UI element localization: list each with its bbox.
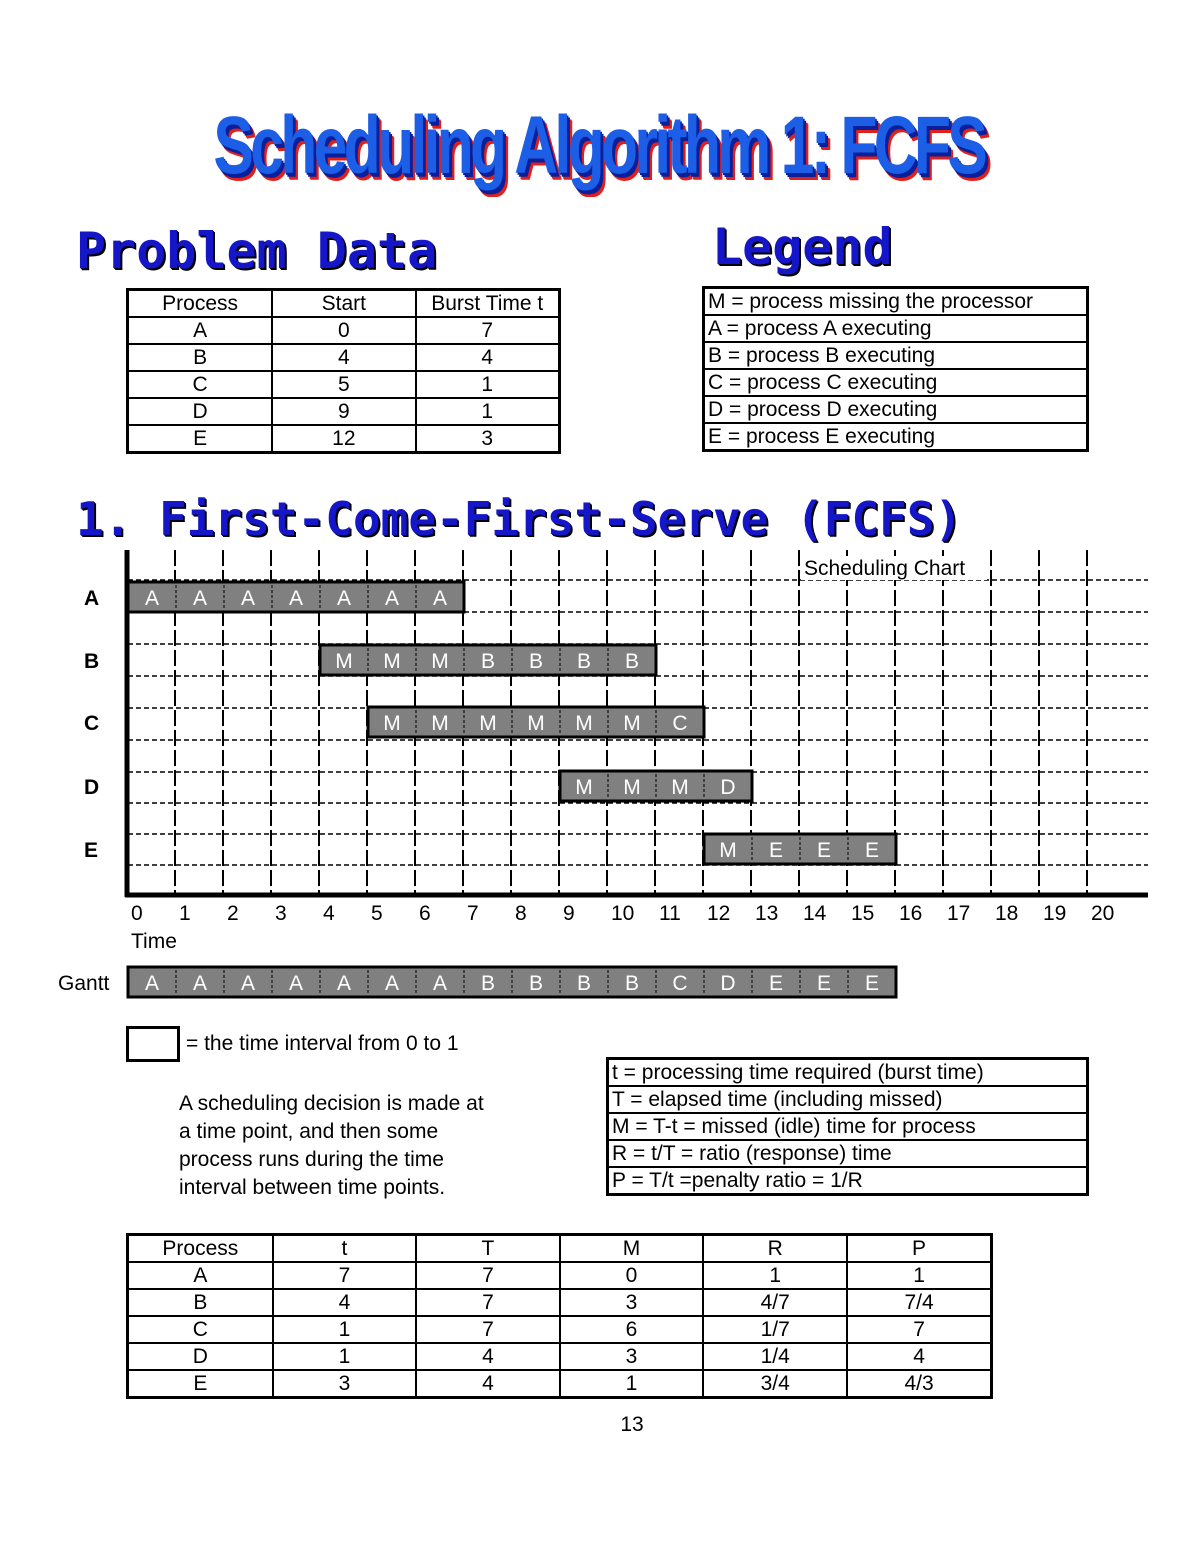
table-cell: 1 — [273, 1343, 416, 1370]
table-cell: 3 — [273, 1370, 416, 1398]
table-row — [128, 1316, 992, 1343]
tick-label: 15 — [851, 902, 875, 925]
legend-item: M = process missing the processor — [704, 288, 1088, 316]
decision-paragraph — [179, 1090, 484, 1202]
definition-item: T = elapsed time (including missed) — [608, 1086, 1088, 1113]
table-cell: 4 — [416, 344, 560, 371]
bar-cell-label: M — [527, 712, 545, 735]
table-cell: 0 — [272, 317, 415, 344]
paragraph-line: A scheduling decision is made at — [179, 1092, 484, 1115]
tick-label: 8 — [515, 902, 527, 925]
table-cell: 1 — [416, 398, 560, 425]
table-cell: 1/7 — [703, 1316, 847, 1343]
gantt-cell-label: C — [672, 972, 688, 995]
definition-row — [608, 1059, 1088, 1087]
table-cell: D — [128, 1343, 273, 1370]
bar-cell-label: M — [671, 776, 689, 799]
problem-data-table — [126, 288, 561, 454]
column-header: Start — [272, 290, 415, 318]
gantt-cell-label: A — [192, 972, 208, 995]
column-header: Burst Time t — [416, 290, 560, 318]
problem-data-heading: Problem Data — [76, 222, 438, 280]
bar-cell-label: B — [480, 650, 496, 673]
tick-label: 16 — [899, 902, 923, 925]
table-cell: 7/4 — [847, 1289, 991, 1316]
table-cell: 3 — [560, 1343, 704, 1370]
bar-cell-label: M — [479, 712, 497, 735]
definition-item: M = T-t = missed (idle) time for process — [608, 1113, 1088, 1140]
table-row — [128, 425, 560, 453]
table-cell: E — [128, 425, 273, 453]
legend-item: D = process D executing — [704, 396, 1088, 423]
tick-label: 17 — [947, 902, 971, 925]
tick-label: 0 — [131, 902, 143, 925]
table-cell: 7 — [416, 1262, 560, 1289]
results-table — [126, 1233, 993, 1399]
table-cell: 1 — [703, 1262, 847, 1289]
gantt-cell-label: E — [864, 972, 880, 995]
bar-cell-label: M — [719, 839, 737, 862]
bar-cell-label: A — [384, 587, 400, 610]
bar-cell-label: M — [575, 776, 593, 799]
legend-table — [702, 286, 1089, 452]
gantt-cell-label: D — [720, 972, 736, 995]
bar-cell-label: E — [864, 839, 880, 862]
column-header: R — [703, 1235, 847, 1263]
table-cell: 5 — [272, 371, 415, 398]
table-cell: 0 — [560, 1262, 704, 1289]
table-cell: 4/3 — [847, 1370, 991, 1398]
gantt-cell-label: B — [576, 972, 592, 995]
bar-cell-label: A — [192, 587, 208, 610]
table-row — [128, 344, 560, 371]
definition-row — [608, 1167, 1088, 1195]
table-cell: 9 — [272, 398, 415, 425]
definitions-table — [606, 1057, 1089, 1196]
fcfs-section-heading: 1. First-Come-First-Serve (FCFS) — [76, 492, 963, 546]
column-header: Process — [128, 1235, 273, 1263]
table-cell: 1 — [273, 1316, 416, 1343]
table-cell: 6 — [560, 1316, 704, 1343]
bar-cell-label: M — [335, 650, 353, 673]
table-cell: 4 — [272, 344, 415, 371]
legend-row — [704, 342, 1088, 369]
bar-cell-label: M — [623, 712, 641, 735]
legend-row — [704, 315, 1088, 342]
table-cell: B — [128, 1289, 273, 1316]
tick-label: 5 — [371, 902, 383, 925]
bar-cell-label: M — [383, 650, 401, 673]
tick-label: 7 — [467, 902, 479, 925]
gantt-cell-label: A — [288, 972, 304, 995]
gantt-cell-label: E — [816, 972, 832, 995]
table-row — [128, 1343, 992, 1370]
interval-note: = the time interval from 0 to 1 — [186, 1032, 459, 1055]
table-cell: 4 — [416, 1370, 560, 1398]
paragraph-line: interval between time points. — [179, 1176, 446, 1199]
tick-label: 9 — [563, 902, 575, 925]
column-header: Process — [128, 290, 273, 318]
bar-cell-label: B — [576, 650, 592, 673]
gantt-cell-label: A — [144, 972, 160, 995]
legend-row — [704, 396, 1088, 423]
legend-item: E = process E executing — [704, 423, 1088, 451]
legend-item: A = process A executing — [704, 315, 1088, 342]
table-cell: 4 — [273, 1289, 416, 1316]
tick-label: 12 — [707, 902, 731, 925]
table-cell: 3 — [560, 1289, 704, 1316]
tick-label: 18 — [995, 902, 1019, 925]
table-cell: A — [128, 1262, 273, 1289]
bar-cell-label: M — [383, 712, 401, 735]
row-label-b: B — [84, 650, 100, 673]
page-number: 13 — [620, 1413, 644, 1436]
gantt-cell-label: B — [528, 972, 544, 995]
gantt-cell-label: B — [480, 972, 496, 995]
scheduling-chart — [0, 540, 1200, 1010]
table-row — [128, 1289, 992, 1316]
tick-label: 20 — [1091, 902, 1115, 925]
legend-heading: Legend — [712, 218, 893, 276]
column-header: M — [560, 1235, 704, 1263]
legend-row — [704, 423, 1088, 451]
table-cell: A — [128, 317, 273, 344]
time-axis-label: Time — [131, 930, 177, 953]
tick-label: 4 — [323, 902, 335, 925]
table-cell: 7 — [847, 1316, 991, 1343]
tick-label: 1 — [179, 902, 191, 925]
gantt-cell-label: B — [624, 972, 640, 995]
row-label-a: A — [84, 587, 100, 610]
definition-row — [608, 1086, 1088, 1113]
table-cell: 4/7 — [703, 1289, 847, 1316]
tick-label: 3 — [275, 902, 287, 925]
definition-item: t = processing time required (burst time) — [608, 1059, 1088, 1087]
table-cell: C — [128, 371, 273, 398]
row-label-c: C — [84, 712, 100, 735]
table-cell: 12 — [272, 425, 415, 453]
table-row — [128, 398, 560, 425]
tick-label: 13 — [755, 902, 779, 925]
chart-label: Scheduling Chart — [804, 557, 966, 580]
table-cell: 4 — [416, 1343, 560, 1370]
bar-cell-label: M — [431, 712, 449, 735]
paragraph-line: a time point, and then some — [179, 1120, 439, 1143]
definition-item: R = t/T = ratio (response) time — [608, 1140, 1088, 1167]
table-cell: 4 — [847, 1343, 991, 1370]
table-row — [128, 371, 560, 398]
legend-item: B = process B executing — [704, 342, 1088, 369]
gantt-cell-label: E — [768, 972, 784, 995]
bar-cell-label: A — [288, 587, 304, 610]
tick-label: 2 — [227, 902, 239, 925]
bar-cell-label: E — [816, 839, 832, 862]
bar-cell-label: B — [624, 650, 640, 673]
table-cell: 1 — [416, 371, 560, 398]
tick-label: 19 — [1043, 902, 1067, 925]
table-cell: B — [128, 344, 273, 371]
interval-box-sample — [126, 1026, 180, 1062]
table-cell: 1/4 — [703, 1343, 847, 1370]
gantt-cell-label: A — [336, 972, 352, 995]
page-title: Scheduling Algorithm 1: FCFS — [213, 100, 985, 191]
tick-label: 10 — [611, 902, 635, 925]
table-cell: 3/4 — [703, 1370, 847, 1398]
tick-label: 11 — [659, 902, 681, 925]
bar-cell-label: M — [431, 650, 449, 673]
table-cell: 1 — [560, 1370, 704, 1398]
table-row — [128, 317, 560, 344]
tick-label: 6 — [419, 902, 431, 925]
table-cell: 7 — [416, 1316, 560, 1343]
table-row — [128, 1370, 992, 1398]
definition-row — [608, 1140, 1088, 1167]
gantt-cell-label: A — [432, 972, 448, 995]
table-cell: 1 — [847, 1262, 991, 1289]
tick-label: 14 — [803, 902, 827, 925]
gantt-cell-label: A — [384, 972, 400, 995]
definition-row — [608, 1113, 1088, 1140]
bar-cell-label: M — [623, 776, 641, 799]
legend-row — [704, 288, 1088, 316]
table-cell: 7 — [273, 1262, 416, 1289]
definition-item: P = T/t =penalty ratio = 1/R — [608, 1167, 1088, 1195]
table-cell: 3 — [416, 425, 560, 453]
table-cell: 7 — [416, 1289, 560, 1316]
bar-cell-label: A — [432, 587, 448, 610]
legend-row — [704, 369, 1088, 396]
table-cell: E — [128, 1370, 273, 1398]
legend-item: C = process C executing — [704, 369, 1088, 396]
gantt-label: Gantt — [58, 972, 110, 995]
table-row — [128, 1262, 992, 1289]
column-header: P — [847, 1235, 991, 1263]
column-header: T — [416, 1235, 560, 1263]
row-label-e: E — [84, 839, 99, 862]
row-label-d: D — [84, 776, 100, 799]
bar-cell-label: E — [768, 839, 784, 862]
bar-cell-label: A — [240, 587, 256, 610]
bar-cell-label: D — [720, 776, 736, 799]
table-cell: D — [128, 398, 273, 425]
bar-cell-label: B — [528, 650, 544, 673]
paragraph-line: process runs during the time — [179, 1148, 444, 1171]
table-cell: C — [128, 1316, 273, 1343]
bar-cell-label: M — [575, 712, 593, 735]
gantt-cell-label: A — [240, 972, 256, 995]
bar-cell-label: A — [144, 587, 160, 610]
table-cell: 7 — [416, 317, 560, 344]
bar-cell-label: A — [336, 587, 352, 610]
bar-cell-label: C — [672, 712, 688, 735]
column-header: t — [273, 1235, 416, 1263]
